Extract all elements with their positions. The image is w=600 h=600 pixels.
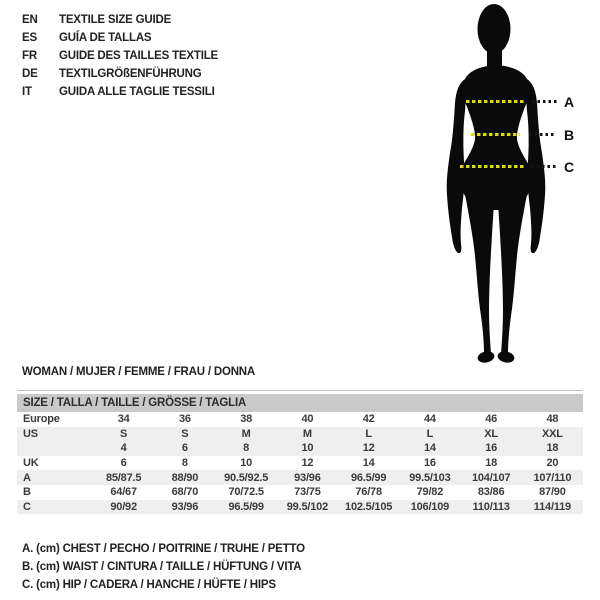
language-label: TEXTILE SIZE GUIDE (59, 14, 172, 26)
hip-leader-line (531, 165, 557, 168)
size-cell: 99.5/102 (286, 500, 328, 513)
language-code: IT (22, 86, 32, 98)
size-cell: XXL (541, 427, 563, 440)
size-cell: 12 (362, 442, 375, 455)
table-row (17, 456, 583, 471)
size-cell: 83/86 (477, 486, 505, 499)
table-row (17, 412, 583, 427)
size-cell: 73/75 (294, 486, 321, 499)
row-label: A (23, 471, 31, 484)
size-cell: 64/67 (110, 486, 137, 499)
size-cell: 79/82 (416, 486, 444, 499)
size-cell: 93/96 (171, 500, 199, 513)
size-cell: 88/90 (171, 471, 199, 484)
size-cell: 8 (181, 457, 188, 470)
size-cell: 6 (181, 442, 188, 455)
size-cell: 70/72.5 (228, 486, 264, 499)
marker-label-c: C (564, 159, 575, 175)
chest-measure-line (466, 100, 524, 103)
size-cell: M (302, 427, 312, 440)
size-cell: 93/96 (294, 471, 321, 484)
row-label: B (23, 486, 31, 499)
size-table (17, 390, 583, 514)
table-row (17, 441, 583, 456)
waist-measure-line (471, 133, 520, 136)
marker-label-b: B (564, 127, 575, 143)
size-cell: 48 (546, 413, 559, 426)
row-label: Europe (23, 413, 60, 426)
size-cell: 76/78 (355, 486, 382, 499)
measurement-legend (22, 540, 305, 594)
size-cell: S (181, 427, 189, 440)
size-cell: XL (484, 427, 498, 440)
size-cell: 96.5/99 (228, 500, 264, 513)
size-cell: 18 (546, 442, 559, 455)
language-label: GUÍA DE TALLAS (59, 32, 152, 44)
size-cell: 114/119 (533, 500, 571, 513)
chest-leader-line (532, 100, 559, 103)
size-cell: 110/113 (472, 500, 510, 513)
size-cell: 106/109 (410, 500, 450, 513)
size-cell: 96.5/99 (350, 471, 387, 484)
size-cell: 99.5/103 (409, 471, 451, 484)
table-row (17, 500, 583, 515)
size-cell: 40 (301, 413, 314, 426)
size-cell: 42 (362, 413, 375, 426)
marker-label-a: A (564, 94, 575, 110)
size-cell: 4 (120, 442, 127, 455)
size-cell: 10 (301, 442, 314, 455)
size-cell: 18 (485, 457, 498, 470)
size-table-body (17, 412, 583, 514)
size-cell: 12 (301, 457, 314, 470)
size-cell: 34 (117, 413, 130, 426)
size-cell: 6 (120, 457, 127, 470)
hip-measure-line (460, 165, 526, 168)
language-code: ES (22, 32, 37, 44)
size-cell: 90/92 (110, 500, 137, 513)
language-label: TEXTILGRÖßENFÜHRUNG (59, 68, 202, 80)
woman-silhouette-icon (428, 2, 564, 368)
waist-leader-line (529, 133, 556, 136)
language-label: GUIDA ALLE TAGLIE TESSILI (59, 86, 215, 98)
size-cell: 44 (423, 413, 436, 426)
row-label: UK (23, 457, 39, 470)
size-cell: 46 (485, 413, 498, 426)
size-cell: 90.5/92.5 (224, 471, 269, 484)
size-cell: 38 (240, 413, 253, 426)
row-label: US (23, 427, 38, 440)
size-table-header: SIZE / TALLA / TAILLE / GRÖSSE / TAGLIA (17, 394, 583, 412)
legend-line: B. (cm) WAIST / CINTURA / TAILLE / HÜFTUNG / VITA (22, 561, 302, 573)
size-cell: 14 (362, 457, 375, 470)
size-cell: M (241, 427, 251, 440)
table-row (17, 427, 583, 442)
size-cell: 107/110 (533, 471, 572, 484)
size-cell: 68/70 (171, 486, 199, 499)
size-cell: L (426, 427, 434, 440)
section-heading: WOMAN / MUJER / FEMME / FRAU / DONNA (22, 366, 256, 378)
size-cell: 16 (423, 457, 436, 470)
size-cell: S (120, 427, 128, 440)
size-cell: 87/90 (539, 486, 566, 499)
size-cell: 10 (240, 457, 253, 470)
language-label: GUIDE DES TAILLES TEXTILE (59, 50, 218, 62)
size-cell: 16 (485, 442, 498, 455)
row-label: C (23, 500, 31, 513)
size-cell: 104/107 (471, 471, 511, 484)
language-code: EN (22, 14, 38, 26)
size-cell: 14 (423, 442, 436, 455)
language-code: FR (22, 50, 37, 62)
size-cell: 102.5/105 (345, 500, 393, 513)
size-cell: L (365, 427, 372, 440)
legend-line: C. (cm) HIP / CADERA / HANCHE / HÜFTE / HIPS (22, 579, 276, 591)
language-code: DE (22, 68, 38, 80)
size-cell: 20 (546, 457, 559, 470)
table-row (17, 470, 583, 485)
size-cell: 36 (178, 413, 191, 426)
legend-line: A. (cm) CHEST / PECHO / POITRINE / TRUHE / PETTO (22, 543, 305, 555)
size-cell: 85/87.5 (105, 471, 142, 484)
table-row (17, 485, 583, 500)
size-cell: 8 (243, 442, 250, 455)
